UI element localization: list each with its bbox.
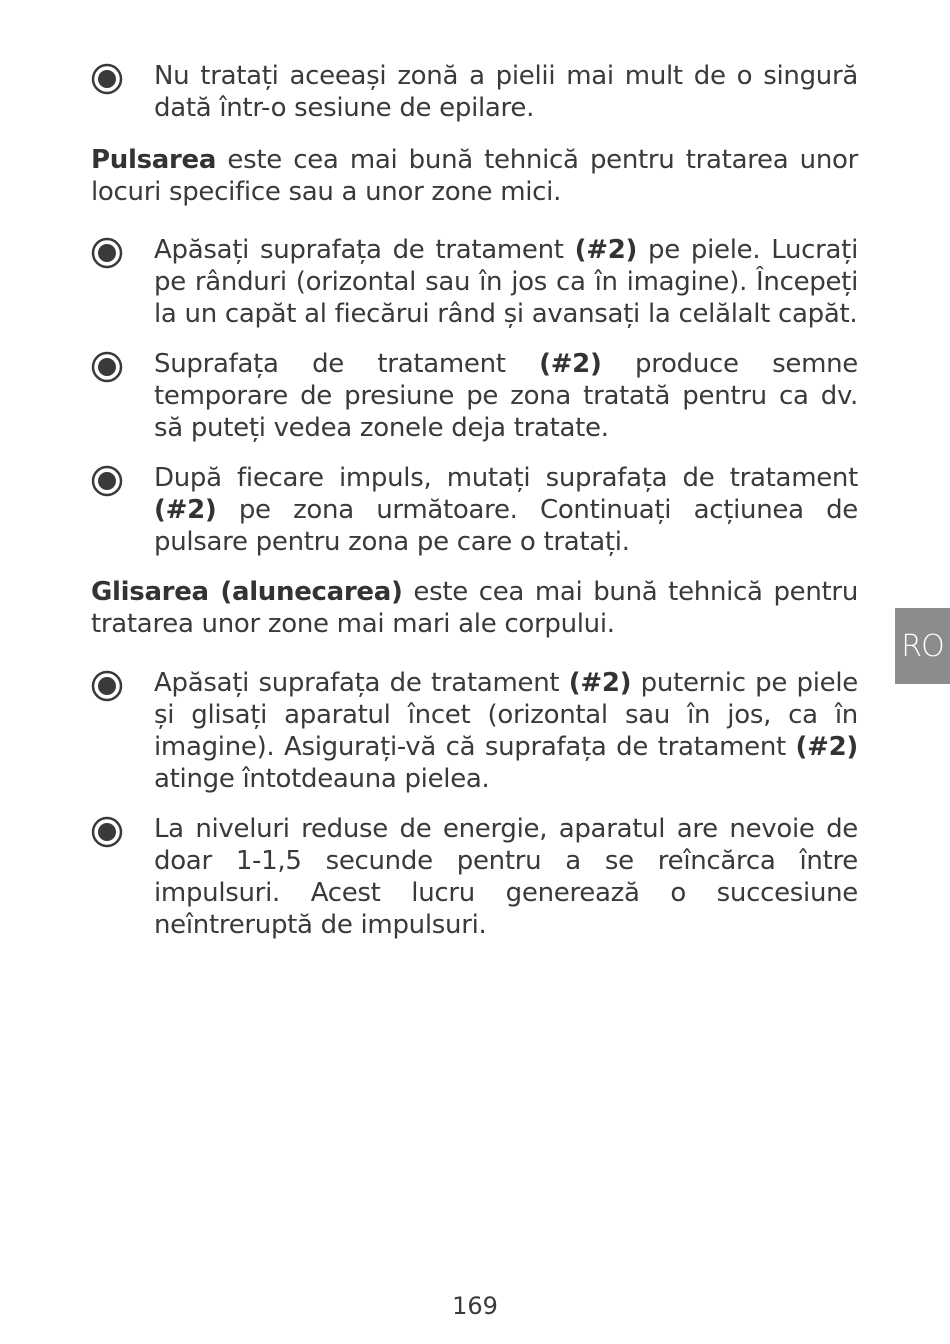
part-reference: (#2) bbox=[795, 732, 858, 762]
bullet-item bbox=[91, 234, 858, 330]
bullet-item bbox=[91, 667, 858, 795]
part-reference: (#2) bbox=[154, 495, 217, 525]
bullet-text: atinge întotdeauna pielea. bbox=[154, 764, 490, 794]
part-reference: (#2) bbox=[574, 235, 638, 265]
bullet-text: puternic pe piele și glisați aparatul încet (orizontal sau în jos, ca în imagine). Asigurați-vă că suprafața de tratament bbox=[154, 668, 858, 762]
radio-bullet-icon bbox=[91, 670, 123, 702]
part-reference: (#2) bbox=[539, 349, 602, 379]
page-content bbox=[91, 60, 858, 941]
paragraph-text: este cea mai bună tehnică pentru tratarea unor locuri specifice sau a unor zone mici. bbox=[91, 145, 858, 207]
paragraph-term: Pulsarea bbox=[91, 145, 217, 175]
bullet-text: pe zona următoare. Continuați acțiunea de pulsare pentru zona pe care o tratați. bbox=[154, 495, 858, 557]
radio-bullet-icon bbox=[91, 465, 123, 497]
bullet-text: După fiecare impuls, mutați suprafața de tratament bbox=[154, 463, 858, 493]
radio-bullet-icon bbox=[91, 816, 123, 848]
bullet-text: Apăsați suprafața de tratament bbox=[154, 235, 575, 265]
paragraph-term: Glisarea (alunecarea) bbox=[91, 577, 403, 607]
bullet-item bbox=[91, 60, 858, 124]
bullet-text: pe piele. Lucrați pe rânduri (orizontal sau în jos ca în imagine). Începeți la un capăt al fiecărui rând și avansați la celălalt capăt. bbox=[154, 235, 858, 329]
part-reference: (#2) bbox=[568, 668, 632, 698]
paragraph-text: este cea mai bună tehnică pentru tratarea unor zone mai mari ale corpului. bbox=[91, 577, 858, 639]
radio-bullet-icon bbox=[91, 237, 123, 269]
bullet-item bbox=[91, 813, 858, 941]
bullet-item bbox=[91, 348, 858, 444]
bullet-text: Apăsați suprafața de tratament bbox=[154, 668, 569, 698]
language-tab: RO bbox=[895, 608, 950, 684]
bullet-text: produce semne temporare de presiune pe zona tratată pentru ca dv. să puteți vedea zonele deja tratate. bbox=[154, 349, 859, 443]
radio-bullet-icon bbox=[91, 63, 123, 95]
bullet-text: Nu tratați aceeași zonă a pielii mai mult de o singură dată într-o sesiune de epilare. bbox=[154, 61, 858, 123]
page-number: 169 bbox=[452, 1292, 498, 1320]
bullet-text: La niveluri reduse de energie, aparatul are nevoie de doar 1-1,5 secunde pentru a se reîncărca între impulsuri. Acest lucru generează o succesiune neîntreruptă de impulsuri. bbox=[154, 814, 858, 940]
paragraph-pulsing bbox=[91, 144, 858, 208]
paragraph-gliding bbox=[91, 576, 858, 640]
radio-bullet-icon bbox=[91, 351, 123, 383]
bullet-item bbox=[91, 462, 858, 558]
bullet-text: Suprafața de tratament bbox=[154, 349, 540, 379]
